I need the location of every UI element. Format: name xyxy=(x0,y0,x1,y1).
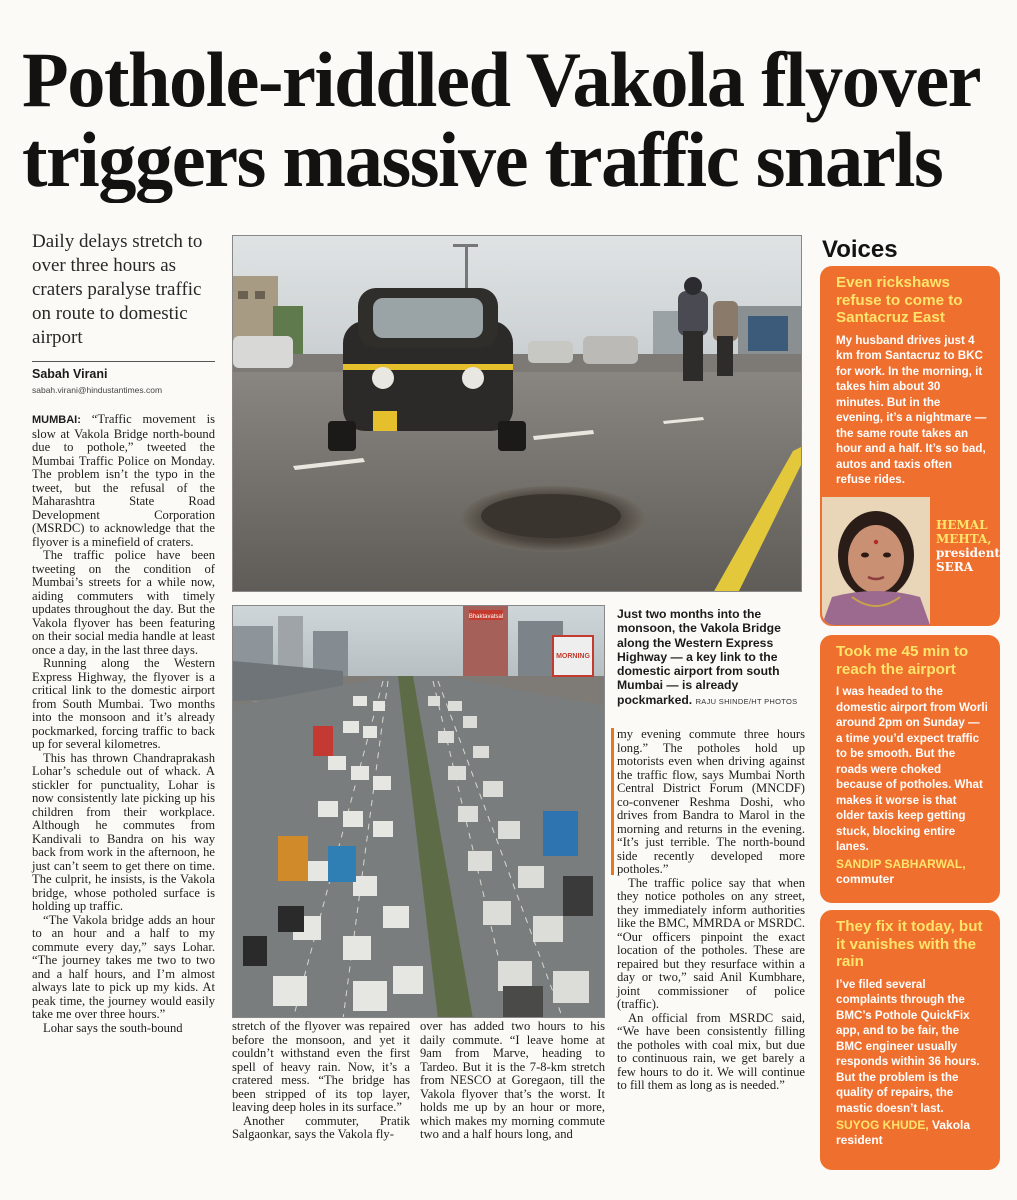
deck: Daily delays stretch to over three hours as craters paralyse traffic on route to domestic airport xyxy=(32,231,203,348)
voices-title: Voices xyxy=(822,236,898,263)
headline xyxy=(22,36,981,203)
voice-role: commuter xyxy=(836,871,895,886)
voice-attribution xyxy=(936,518,1005,574)
voice-quote: My husband drives just 4 km from Santacruz to BKC for work. In the morning, it takes him about 30 minutes. But in the evening, it’s a nightmare — the same route takes an hour and a half. It’s so bad, autos and taxis often refuse rides. xyxy=(836,333,987,486)
voice-heading: They fix it today, but it vanishes with the rain xyxy=(836,918,983,970)
paragraph: The traffic police say that when they notice potholes on any street, they immediately inform authorities like the BMC, MMRDA or MSRDC. “Our officers pinpoint the exact location of the potholes. These are repaired but they resurface within a day or two,” said Anil Kumbhare, joint commissioner of police (traffic). xyxy=(617,875,805,1011)
caption-text: Just two months into the monsoon, the Vakola Bridge along the Western Express Highway — a key link to the domestic airport from south Mumbai — is already pockmarked. xyxy=(617,607,781,707)
paragraph: Another commuter, Pratik Salgaonkar, says the Vakola fly- xyxy=(232,1113,410,1141)
paragraph: “The Vakola bridge adds an hour to an hour and a half to my commute every day,” says Lohar. “The journey takes me two to two and a half hours, and I’m almost always late to pick up my kids. At peak time, the journey would easily take me over three hours.” xyxy=(32,912,215,1021)
voice-attribution xyxy=(836,1118,988,1148)
voice-attribution xyxy=(836,857,988,887)
voice-heading: Took me 45 min to reach the airport xyxy=(836,643,969,678)
paragraph: over has added two hours to his daily commute. “I leave home at 9am from Marve, heading to Tardeo. But it is the 7-8-km stretch from NESCO at Goregaon, till the Vakola flyover that’s the worst. It holds me up by an hour or more, which makes my morning commute two and a half hours long, and xyxy=(420,1019,605,1141)
voice-name: HEMAL MEHTA, xyxy=(936,518,992,546)
paragraph: This has thrown Chandraprakash Lohar’s schedule out of whack. A stickler for punctuality, Lohar is now consistently late picking up his children from their workplace. Although he commutes from Kandivali to Bandra on his way back from work in the afternoon, he just can’t seem to get there on time. The culprit, he insists, is the Vakola bridge, whose potholed surface is holding up traffic. xyxy=(32,750,215,913)
author-email: sabah.virani@hindustantimes.com xyxy=(32,385,163,395)
bus-sign-text: Bhaktavatsal xyxy=(468,614,504,620)
headline-line-1: Pothole-riddled Vakola flyover xyxy=(22,36,981,123)
paragraph: Lohar says the south-bound xyxy=(43,1020,183,1035)
quote-accent-bar xyxy=(611,728,614,875)
paragraph: The traffic police have been tweeting on the condition of Mumbai’s streets for a while now, aiding commuters with timely updates throughout the day. But the Vakola flyover has been featuring on their social media handle at least once a day, in the last three days. xyxy=(32,548,215,657)
paragraph: An official from MSRDC said, “We have been consistently filling the potholes with coal mix, but due to continuous rain, we get barely a few hours to do it. We will continue to fill them as long as is needed.” xyxy=(617,1010,805,1092)
portrait-image xyxy=(822,497,930,625)
headline-line-2: triggers massive traffic snarls xyxy=(22,116,943,203)
traffic-jam-photo xyxy=(232,605,605,1018)
article-column-2 xyxy=(232,1020,410,1142)
byline-divider xyxy=(32,361,215,362)
voice-heading: Even rickshaws refuse to come to Santacruz East xyxy=(836,274,963,326)
traffic-jam-photo-image xyxy=(233,606,605,1018)
paragraph: stretch of the flyover was repaired before the monsoon, and yet it couldn’t withstand even the first spell of heavy rain. Now, it’s a cratered mess. “The bridge has been stripped of its top layer, leaving deep holes in its surface.” xyxy=(232,1019,410,1114)
article-column-3 xyxy=(420,1020,605,1142)
paragraph: my evening commute three hours long.” The potholes hold up motorists even when driving against the traffic flow, says Mumbai North Central District Forum (MNCDF) co-convener Reshma Doshi, who drives from Bandra to Marol in the morning and returns in the evening. “It’s just terrible. The north-bound side recently developed more potholes.” xyxy=(617,727,805,876)
voice-quote: I’ve filed several complaints through the BMC’s Pothole QuickFix app, and to be fair, the BMC engineer usually responds within 36 hours. But the problem is the quality of repairs, the mastic doesn’t last. xyxy=(836,977,980,1115)
pothole-photo xyxy=(232,235,802,592)
voice-box-2 xyxy=(820,635,1000,903)
voice-name: SUYOG KHUDE, xyxy=(836,1118,929,1132)
paragraph: MUMBAI: “Traffic movement is slow at Vakola Bridge north-bound due to pothole,” tweeted the Mumbai Traffic Police on Monday. The problem isn’t the typo in the tweet, but the refusal of the Maharashtra State Road Development Corporation (MSRDC) to acknowledge that the flyover is a minefield of craters. xyxy=(32,412,215,549)
photo-credit: RAJU SHINDE/HT PHOTOS xyxy=(695,696,798,706)
dateline: MUMBAI: xyxy=(32,414,81,426)
article-column-1 xyxy=(32,413,215,1035)
voice-role: president, SERA xyxy=(936,546,1005,574)
pothole-photo-image xyxy=(233,236,802,592)
paragraph: Running along the Western Express Highway, the flyover is a critical link to the domestic airport from South Mumbai. Two months into the monsoon and it’s already pockmarked, forcing traffic to back up for several kilometres. xyxy=(32,656,215,751)
voice-name: SANDIP SABHARWAL, xyxy=(836,856,966,871)
voice-role: Vakola resident xyxy=(836,1118,971,1147)
voice-box-3 xyxy=(820,910,1000,1170)
byline: Sabah Virani xyxy=(32,367,108,381)
voice-quote: I was headed to the domestic airport from Worli around 2pm on Sunday — a time you’d expect traffic to be smooth. But the roads were choked because of potholes. What makes it worse is that older taxis keep getting stuck, blocking entire lanes. xyxy=(836,685,988,853)
billboard-text: MORNING xyxy=(556,653,590,660)
article-column-4 xyxy=(617,728,805,1093)
hemal-mehta-portrait xyxy=(822,497,930,625)
photo-caption xyxy=(617,607,809,709)
